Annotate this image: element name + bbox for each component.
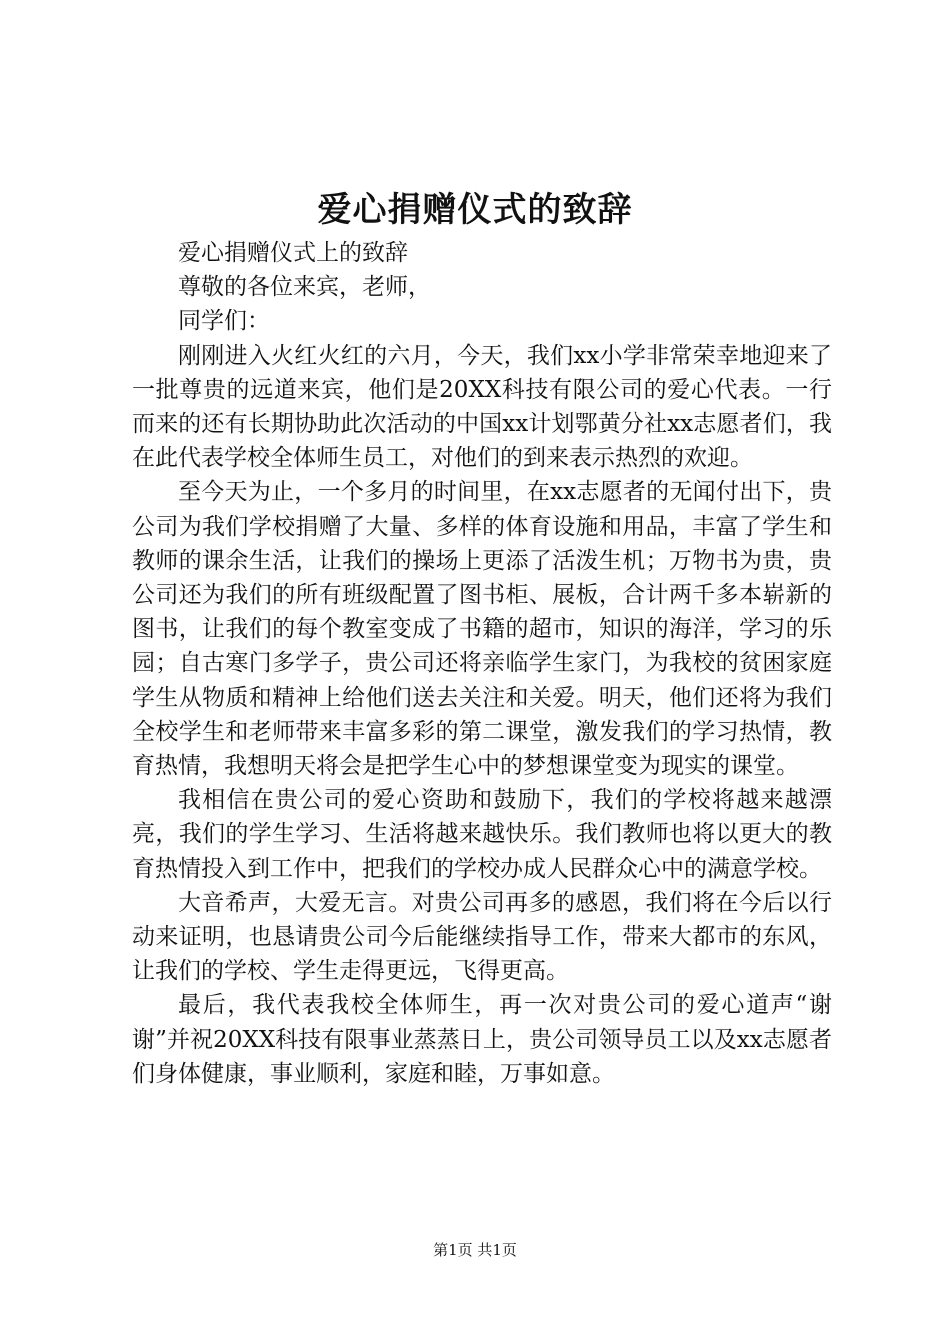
paragraph-closing: 最后，我代表我校全体师生，再一次对贵公司的爱心道声“谢谢”并祝20XX科技有限事业蒸蒸日上，贵公司领导员工以及xx志愿者们身体健康，事业顺利，家庭和睦，万事如意。 [132,992,832,1087]
paragraph-donations: 至今天为止，一个多月的时间里，在xx志愿者的无闻付出下，贵公司为我们学校捐赠了大量、多样的体育设施和用品，丰富了学生和教师的课余生活，让我们的操场上更添了活泼生机；万物书为贵，贵公司还为我们的所有班级配置了图书柜、展板，合计两千多本崭新的图书，让我们的每个教室变成了书籍的超市，知识的海洋，学习的乐园；自古寒门多学子，贵公司还将亲临学生家门，为我校的贫困家庭学生从物质和精神上给他们送去关注和关爱。明天，他们还将为我们全校学生和老师带来丰富多彩的第二课堂，激发我们的学习热情，教育热情，我想明天将会是把学生心中的梦想课堂变为现实的课堂。 [132,479,832,780]
paragraph-salutation: 尊敬的各位来宾，老师， [178,274,431,301]
paragraph-subtitle: 爱心捐赠仪式上的致辞 [178,240,408,266]
document-body [132,236,832,1091]
paragraph-belief: 我相信在贵公司的爱心资助和鼓励下，我们的学校将越来越漂亮，我们的学生学习、生活将越来越快乐。我们教师也将以更大的教育热情投入到工作中，把我们的学校办成人民群众心中的满意学校。 [132,787,832,882]
document-title: 爱心捐赠仪式的致辞 [317,190,633,230]
page-number-footer: 第1页 共1页 [433,1241,517,1259]
paragraph-salutation-students: 同学们： [178,308,270,335]
paragraph-gratitude: 大音希声，大爱无言。对贵公司再多的感恩，我们将在今后以行动来证明，也恳请贵公司今后能继续指导工作，带来大都市的东风，让我们的学校、学生走得更远，飞得更高。 [132,889,832,985]
paragraph-welcome: 刚刚进入火红火红的六月，今天，我们xx小学非常荣幸地迎来了一批尊贵的远道来宾，他们是20XX科技有限公司的爱心代表。一行而来的还有长期协助此次活动的中国xx计划鄂黄分社xx志愿者们，我在此代表学校全体师生员工，对他们的到来表示热烈的欢迎。 [132,342,832,472]
